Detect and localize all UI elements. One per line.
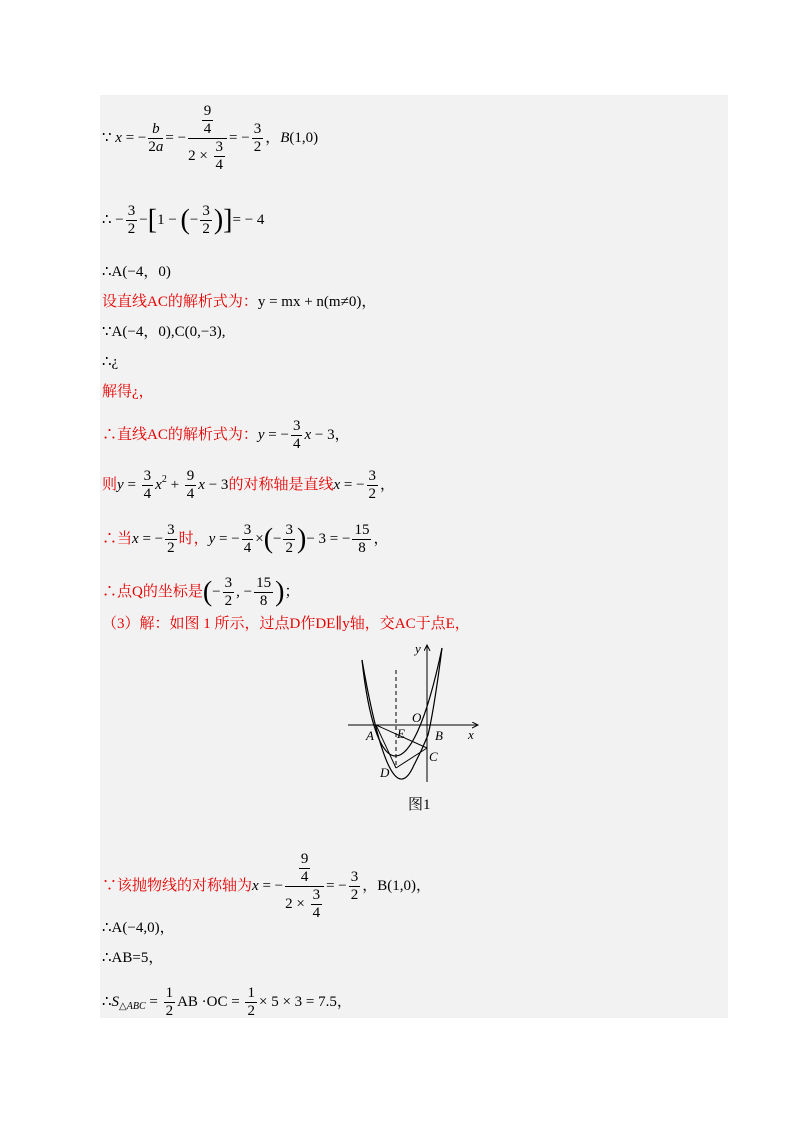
label-B: B <box>435 728 443 743</box>
line-4-formula: y = mx + n(m≠0)， <box>257 294 377 310</box>
label-y: y <box>415 641 421 656</box>
line-DC <box>396 748 427 768</box>
label-E: E <box>397 726 405 741</box>
line-AD <box>376 725 396 768</box>
line-2: ∴ − $\frac{3}{2}$ −[1 − (− $\frac{3}{2}$ )]= − 4 <box>102 203 265 237</box>
figure-caption: 图1 <box>408 797 431 813</box>
line-9: 则y = $\frac{3}{4}$ $x^2$ + $\frac{9}{4}$ x − 3的对称轴是直线x = − $\frac{3}{2}$ ， <box>102 468 396 502</box>
label-D: D <box>380 765 390 780</box>
line-13-text: ∵该抛物线的对称轴为 <box>102 877 253 894</box>
line-10: ∴当x = − $\frac{3}{2}$ 时，y = − $\frac{3}{4}$ ×(− $\frac{3}{2}$ )− 3 = − $\frac{15}{8}$ ， <box>102 522 389 556</box>
line-14: ∴A(−4,0)， <box>102 920 175 936</box>
because-symbol: ∵ <box>102 129 112 146</box>
label-O: O <box>412 710 422 725</box>
label-A: A <box>366 728 374 743</box>
line-7: 解得¿， <box>102 384 154 400</box>
line-3: ∴A(−4，0) <box>102 264 171 280</box>
line-16-tail: AB ·OC = <box>177 993 240 1010</box>
line-15: ∴AB=5， <box>102 950 164 966</box>
line-12: （3）解：如图 1 所示，过点D作DE∥y轴，交AC于点E， <box>102 616 470 632</box>
line-1: ∵ x = − $\frac{b}{2a}$ = − $\frac{9}{4}$ 2 × $\frac{3}{4}$ = − $\frac{3}{2}$ ，B(1,0) <box>102 103 319 173</box>
line-4-text: 设直线AC的解析式为： <box>102 294 258 310</box>
line-11-text: ∴点Q的坐标是 <box>102 583 203 600</box>
label-x: x <box>468 727 474 742</box>
line-10-text-b: 时， <box>178 530 209 547</box>
line-8: ∴直线AC的解析式为：y = − $\frac{3}{4}$ x − 3， <box>102 418 350 452</box>
therefore-symbol-2: ∴ <box>102 993 112 1010</box>
line-2-result: = − 4 <box>232 211 265 228</box>
line-9-text-a: 则 <box>102 476 118 493</box>
line-9-text-b: 的对称轴是直线 <box>228 476 334 493</box>
line-13-tail: B(1,0)， <box>377 877 432 894</box>
line-11: ∴点Q的坐标是(− $\frac{3}{2}$ , − $\frac{15}{8}$ )； <box>102 575 300 609</box>
line-10-text: ∴当 <box>102 530 133 547</box>
label-C: C <box>429 749 438 764</box>
line-4 <box>102 292 376 312</box>
line-6: ∴¿ <box>102 354 119 370</box>
line-5: ∵A(−4，0),C(0,−3), <box>102 324 226 340</box>
line-16: $\therefore S_{\triangle ABC}$ = $\frac{1}{2}$ AB ·OC = $\frac{1}{2}$ × 5 × 3 = 7.5， <box>102 985 352 1019</box>
therefore-symbol: ∴ <box>102 211 112 228</box>
line-8-text: ∴直线AC的解析式为： <box>102 426 258 443</box>
parabola-figure <box>340 640 490 785</box>
line-13: ∵该抛物线的对称轴为x = − $\frac{9}{4}$ 2 × $\frac{3}{4}$ = − $\frac{3}{2}$ ，B(1,0)， <box>102 851 432 921</box>
